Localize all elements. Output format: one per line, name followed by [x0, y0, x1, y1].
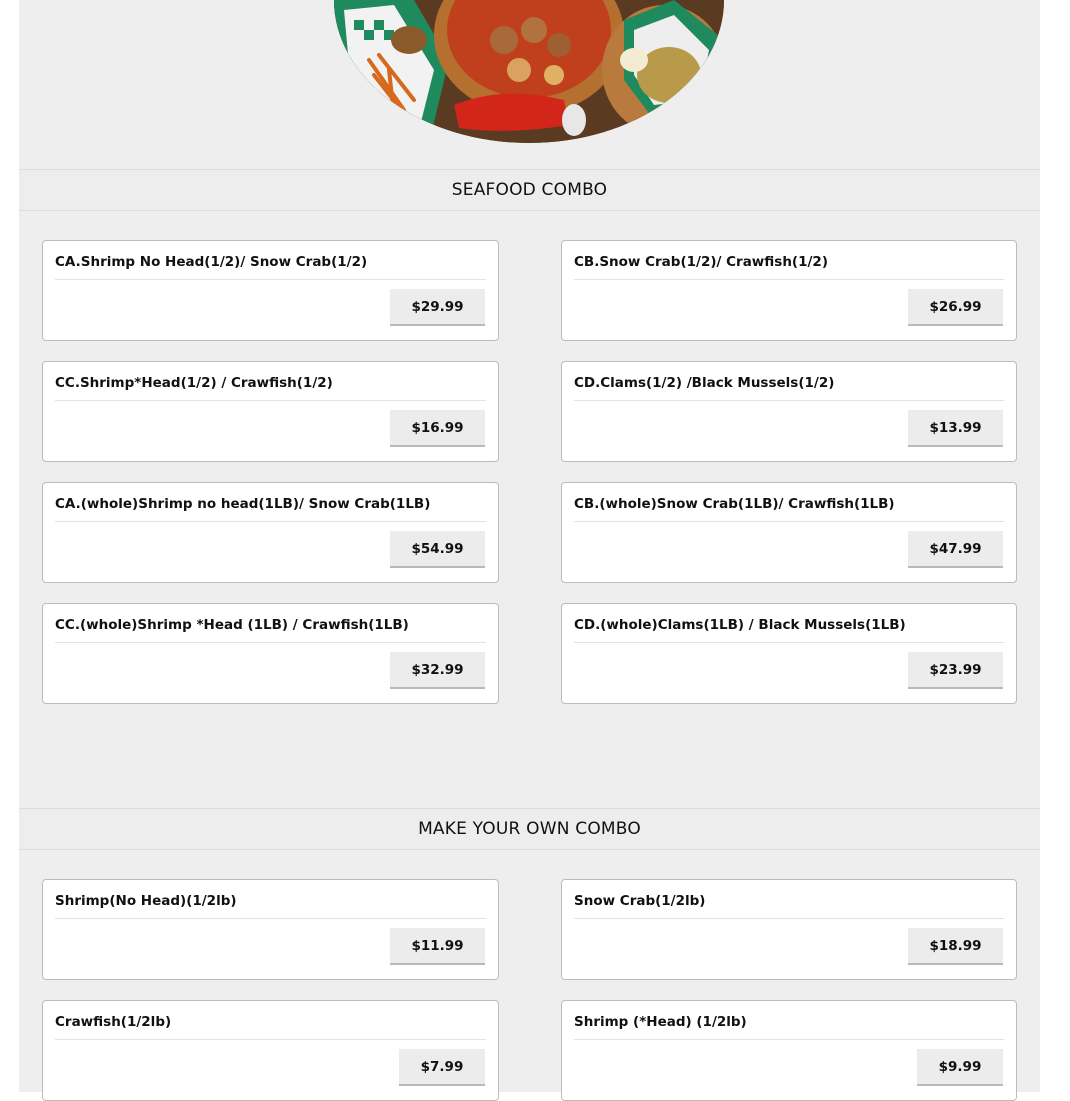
price-button[interactable]: $32.99 [390, 652, 485, 689]
price-button[interactable]: $29.99 [390, 289, 485, 326]
menu-item-card[interactable] [561, 603, 1017, 704]
menu-item-name: Shrimp (*Head) (1/2lb) [574, 1001, 1004, 1040]
menu-item-name: Snow Crab(1/2lb) [574, 880, 1004, 919]
menu-item-name: CD.Clams(1/2) /Black Mussels(1/2) [574, 362, 1004, 401]
menu-item-name: Shrimp(No Head)(1/2lb) [55, 880, 486, 919]
section-title: MAKE YOUR OWN COMBO [418, 819, 641, 839]
menu-item-card[interactable] [42, 361, 499, 462]
menu-item-card[interactable] [561, 1000, 1017, 1101]
menu-item-card[interactable] [42, 482, 499, 583]
price-button[interactable]: $11.99 [390, 928, 485, 965]
menu-item-name: CC.Shrimp*Head(1/2) / Crawfish(1/2) [55, 362, 486, 401]
menu-item-card[interactable] [561, 482, 1017, 583]
menu-item-card[interactable] [561, 879, 1017, 980]
price-button[interactable]: $47.99 [908, 531, 1003, 568]
menu-item-name: Crawfish(1/2lb) [55, 1001, 486, 1040]
menu-item-name: CB.(whole)Snow Crab(1LB)/ Crawfish(1LB) [574, 483, 1004, 522]
price-button[interactable]: $54.99 [390, 531, 485, 568]
menu-item-card[interactable] [561, 361, 1017, 462]
menu-item-card[interactable] [42, 879, 499, 980]
seafood-platter-image [334, 0, 724, 143]
price-button[interactable]: $9.99 [917, 1049, 1003, 1086]
menu-item-name: CA.Shrimp No Head(1/2)/ Snow Crab(1/2) [55, 241, 486, 280]
section-header-make-your-own-combo [19, 808, 1040, 850]
menu-item-card[interactable] [42, 240, 499, 341]
price-button[interactable]: $7.99 [399, 1049, 485, 1086]
seafood-combo-grid [42, 240, 1017, 704]
menu-item-name: CD.(whole)Clams(1LB) / Black Mussels(1LB) [574, 604, 1004, 643]
section-header-seafood-combo [19, 169, 1040, 211]
menu-item-card[interactable] [42, 1000, 499, 1101]
section-title: SEAFOOD COMBO [451, 180, 608, 200]
price-button[interactable]: $13.99 [908, 410, 1003, 447]
menu-item-card[interactable] [42, 603, 499, 704]
menu-item-card[interactable] [561, 240, 1017, 341]
make-your-own-combo-grid [42, 879, 1017, 1101]
menu-item-name: CC.(whole)Shrimp *Head (1LB) / Crawfish(1LB) [55, 604, 486, 643]
price-button[interactable]: $18.99 [908, 928, 1003, 965]
menu-item-name: CB.Snow Crab(1/2)/ Crawfish(1/2) [574, 241, 1004, 280]
menu-item-name: CA.(whole)Shrimp no head(1LB)/ Snow Crab(1LB) [55, 483, 486, 522]
price-button[interactable]: $16.99 [390, 410, 485, 447]
menu-page [19, 0, 1040, 1092]
price-button[interactable]: $26.99 [908, 289, 1003, 326]
price-button[interactable]: $23.99 [908, 652, 1003, 689]
